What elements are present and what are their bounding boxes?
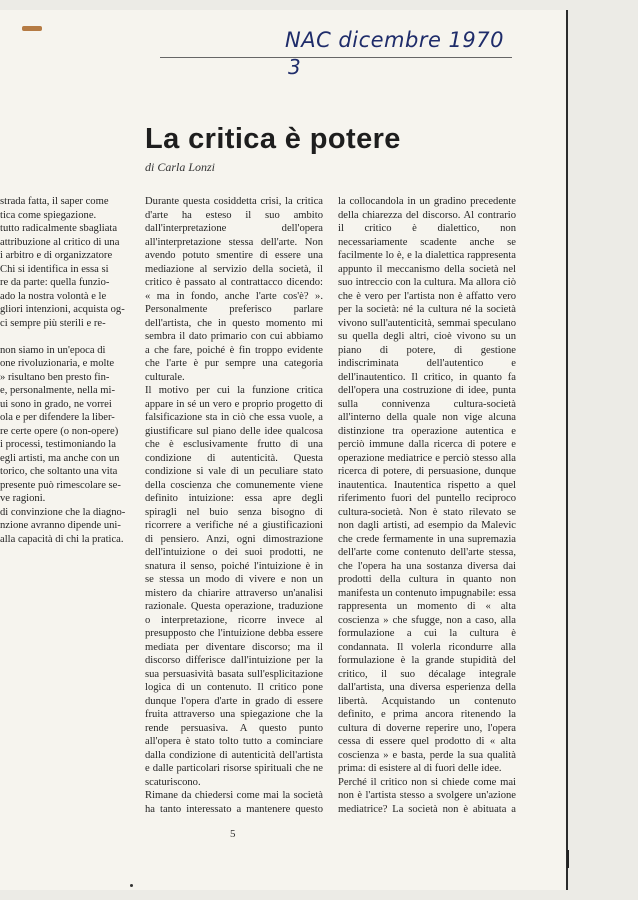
paragraph: Rimane da chiedersi come mai la società ha tanto interessato a mantenere questo <box>145 790 323 815</box>
article-title: La critica è potere <box>145 123 401 155</box>
fragment-line <box>0 330 133 344</box>
paragraph: la collocandola in un gradino precedente della chiarezza del discorso. Al contrario il critico è dialettico, non necessariamente scadente anche se facilmente lo è, e la dialettica rappresenta appunto il meccanismo della società nel suo intreccio con la cultura. Ma allora ciò che è vero per l'artista non è affatto vero per la società: né la cultura né la società vivono sull'autenticità, semmai speculano su quella degli altri, cioè vivono su un piano di potere, di gestione indiscriminata dell'autentico e dell'inautentico. Il critico, in quanto fa dell'opera una costruzione di idee, punta sulla connivenza cultura-società all'interno della quale non vige alcuna distinzione tra operazione autentica e perciò immune dalla ricerca di potere e operazione mediatrice e perciò stesso alla ricerca di potere, di persuasione, dunque inautentica. Inautentica rispetto a quel riferimento fuori del puntello reciproco cultura-società. Non è stato rilevato se non dagli artisti, ad esempio da Malevic che crede fermamente in una supremazia dell'arte come contenuto dell'arte stessa, che l'opera ha una sostanza diversa dai prodotti della cultura in quanto non manifesta un contenuto impugnabile: essa rappresenta un momento di « alta coscienza » che sfugge, non a caso, alla formulazione a cui la cultura è condannata. Il volerla ricondurre alla formulazione è la grande stupidità del critico, il suo décalage integrale dall'artista, una diversa esperienza della libertà. Acquistando un contenuto definito, e prima ancora ritenendo la cultura di doverne reperire uno, l'opera cessa di essere quel prodotto di « alta coscienza » e basta, perde la sua qualità prima: di esistere al di fuori delle idee. <box>338 196 516 774</box>
margin-dot <box>130 884 133 887</box>
handwritten-annotation: NAC dicembre 1970 <box>285 28 505 52</box>
fragment-line: tica come spiegazione. <box>0 209 97 221</box>
article-column-1 <box>145 195 323 817</box>
fragment-line: i arbitro e di organizzatore <box>0 250 113 261</box>
article-byline: di Carla Lonzi <box>145 160 216 174</box>
magazine-page <box>0 10 568 890</box>
handwritten-number: 3 <box>288 55 301 79</box>
fragment-line: tutto radicalmente sbagliata <box>0 223 118 234</box>
fragment-line: i processi, testimoniando la <box>0 439 116 450</box>
fragment-line: ui sono in grado, ne vorrei <box>0 398 112 410</box>
fragment-line: presente può rimescolare se- <box>0 479 121 491</box>
fragment-line: one rivoluzionaria, e molte <box>0 358 115 369</box>
fragment-line: di convinzione che la diagno- <box>0 506 126 518</box>
fragment-line: ci sempre più sterili e re- <box>0 317 106 329</box>
fragment-line: non siamo in un'epoca di <box>0 344 106 356</box>
fragment-line: alla capacità di chi la pratica. <box>0 533 124 545</box>
paragraph: Perché il critico non si chiede come mai non è l'artista stesso a svolgere un'azione mediatrice? La società non è abituata a <box>338 776 516 815</box>
fragment-line: » risultano ben presto fin- <box>0 371 110 383</box>
paragraph: Durante questa cosiddetta crisi, la critica d'arte ha esteso il suo ambito dall'interpretazione dell'opera all'interpretazione stessa dell'arte. Non avendo potuto smentire di essere una mediazione al servizio della società, il critico è passato al contrattacco dicendo: « ma in fondo, anche l'arte cos'è? ». Personalmente preferisco parlare dell'artista, che in questo momento mi sembra il dato primario con cui abbiamo a che fare, poiché è fin troppo evidente che l'arte è pur sempre una categoria culturale. <box>145 196 323 383</box>
fragment-line: egli artisti, ma anche con un <box>0 452 120 464</box>
paper-clip-mark <box>22 26 42 31</box>
margin-mark <box>567 850 569 868</box>
fragment-line: strada fatta, il saper come <box>0 196 109 207</box>
fragment-line: nzione avranno dipende uni- <box>0 520 121 531</box>
paragraph: Il motivo per cui la funzione critica appare in sé un vero e proprio progetto di falsificazione sta in ciò che essa vuole, a giustificare sul piano delle idee qualcosa che è esclusivamente frutto di una condizione di autenticità. Questa condizione si vale di un peculiare stato della coscienza che comunemente viene definito intuizione: essa apre degli spiragli nel buio senza bisogno di ricorrere a verifiche né a giustificazioni di pensiero. Anzi, ogni dimostrazione dell'intuizione o dei suoi prodotti, ne snatura il senso, poiché l'intuizione è in se stessa un modo di vivere e non un mistero da chiarire attraverso un'analisi razionale. Questa operazione, traduzione o interpretazione, ricorre invece al presupposto che l'intuizione debba essere mediata per diventare discorso; ma il discorso differisce dall'intuizione per la sua persuasività basata sull'esplicitazione logica di un contenuto. Il critico pone dunque l'opera d'arte in grado di essere fruita attraverso una spiegazione che la rende persuasiva. A questo punto all'opera è stato tolto tutto a cominciare dalla condizione di autenticità dell'artista e dalle particolari risorse spirituali che ne scaturiscono. <box>145 385 323 788</box>
fragment-line: re da parte: quella funzio- <box>0 277 110 288</box>
fragment-line: re certe opere (o non-opere) <box>0 425 119 437</box>
header-rule <box>160 57 512 58</box>
fragment-line: Chi si identifica in essa si <box>0 263 109 275</box>
fragment-line: e, personalmente, nella mi- <box>0 385 116 396</box>
left-column-fragment <box>0 195 133 546</box>
article-column-2 <box>338 195 516 817</box>
fragment-line: gliori intenzioni, acquista og- <box>0 304 125 315</box>
fragment-line: ve ragioni. <box>0 493 46 504</box>
fragment-line: torico, che soltanto una vita <box>0 466 118 477</box>
page-number: 5 <box>230 828 236 840</box>
fragment-line: ado la nostra volontà e le <box>0 290 107 302</box>
fragment-line: attribuzione al critico di una <box>0 236 120 248</box>
fragment-line: ola e per difendere la liber- <box>0 412 115 423</box>
